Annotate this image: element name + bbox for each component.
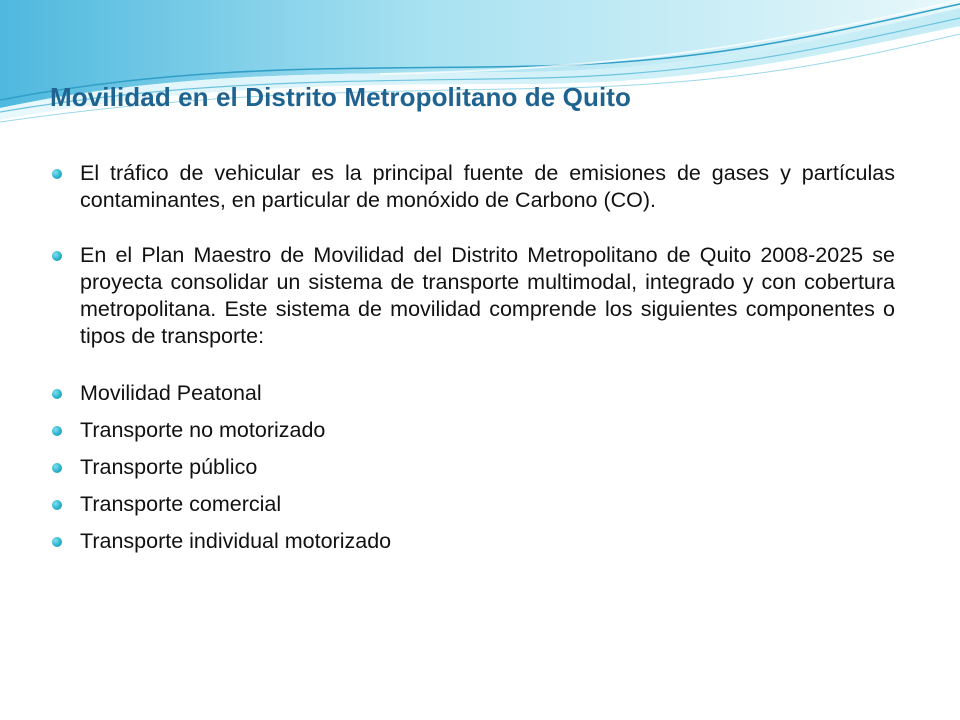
paragraph-emissions bbox=[50, 160, 895, 214]
bullet-icon bbox=[52, 500, 62, 510]
paragraph-plan-maestro bbox=[50, 242, 895, 350]
paragraph-text: El tráfico de vehicular es la principal fuente de emisiones de gases y partículas contaminantes, en particular de monóxido de Carbono (CO). bbox=[80, 161, 895, 212]
slide-title: Movilidad en el Distrito Metropolitano de Quito bbox=[50, 82, 632, 112]
bullet-icon bbox=[52, 463, 62, 473]
list-item-label: Transporte no motorizado bbox=[80, 418, 326, 442]
list-item-transporte-publico bbox=[50, 454, 895, 481]
bullet-list bbox=[50, 160, 895, 565]
list-item-transporte-comercial bbox=[50, 491, 895, 518]
list-item-label: Transporte individual motorizado bbox=[80, 529, 392, 553]
bullet-icon bbox=[52, 169, 62, 179]
list-item-individual-motorizado bbox=[50, 528, 895, 555]
list-item-movilidad-peatonal bbox=[50, 380, 895, 407]
paragraph-text: En el Plan Maestro de Movilidad del Distrito Metropolitano de Quito 2008-2025 se proyecta consolidar un sistema de transporte multimodal, integrado y con cobertura metropolitana. Este sistema de movilidad comprende los siguientes componentes o tipos de transporte: bbox=[80, 243, 895, 348]
bullet-icon bbox=[52, 537, 62, 547]
bullet-icon bbox=[52, 426, 62, 436]
list-item-no-motorizado bbox=[50, 417, 895, 444]
bullet-icon bbox=[52, 389, 62, 399]
list-item-label: Transporte público bbox=[80, 455, 258, 479]
list-item-label: Movilidad Peatonal bbox=[80, 381, 262, 405]
list-item-label: Transporte comercial bbox=[80, 492, 282, 516]
bullet-icon bbox=[52, 251, 62, 261]
